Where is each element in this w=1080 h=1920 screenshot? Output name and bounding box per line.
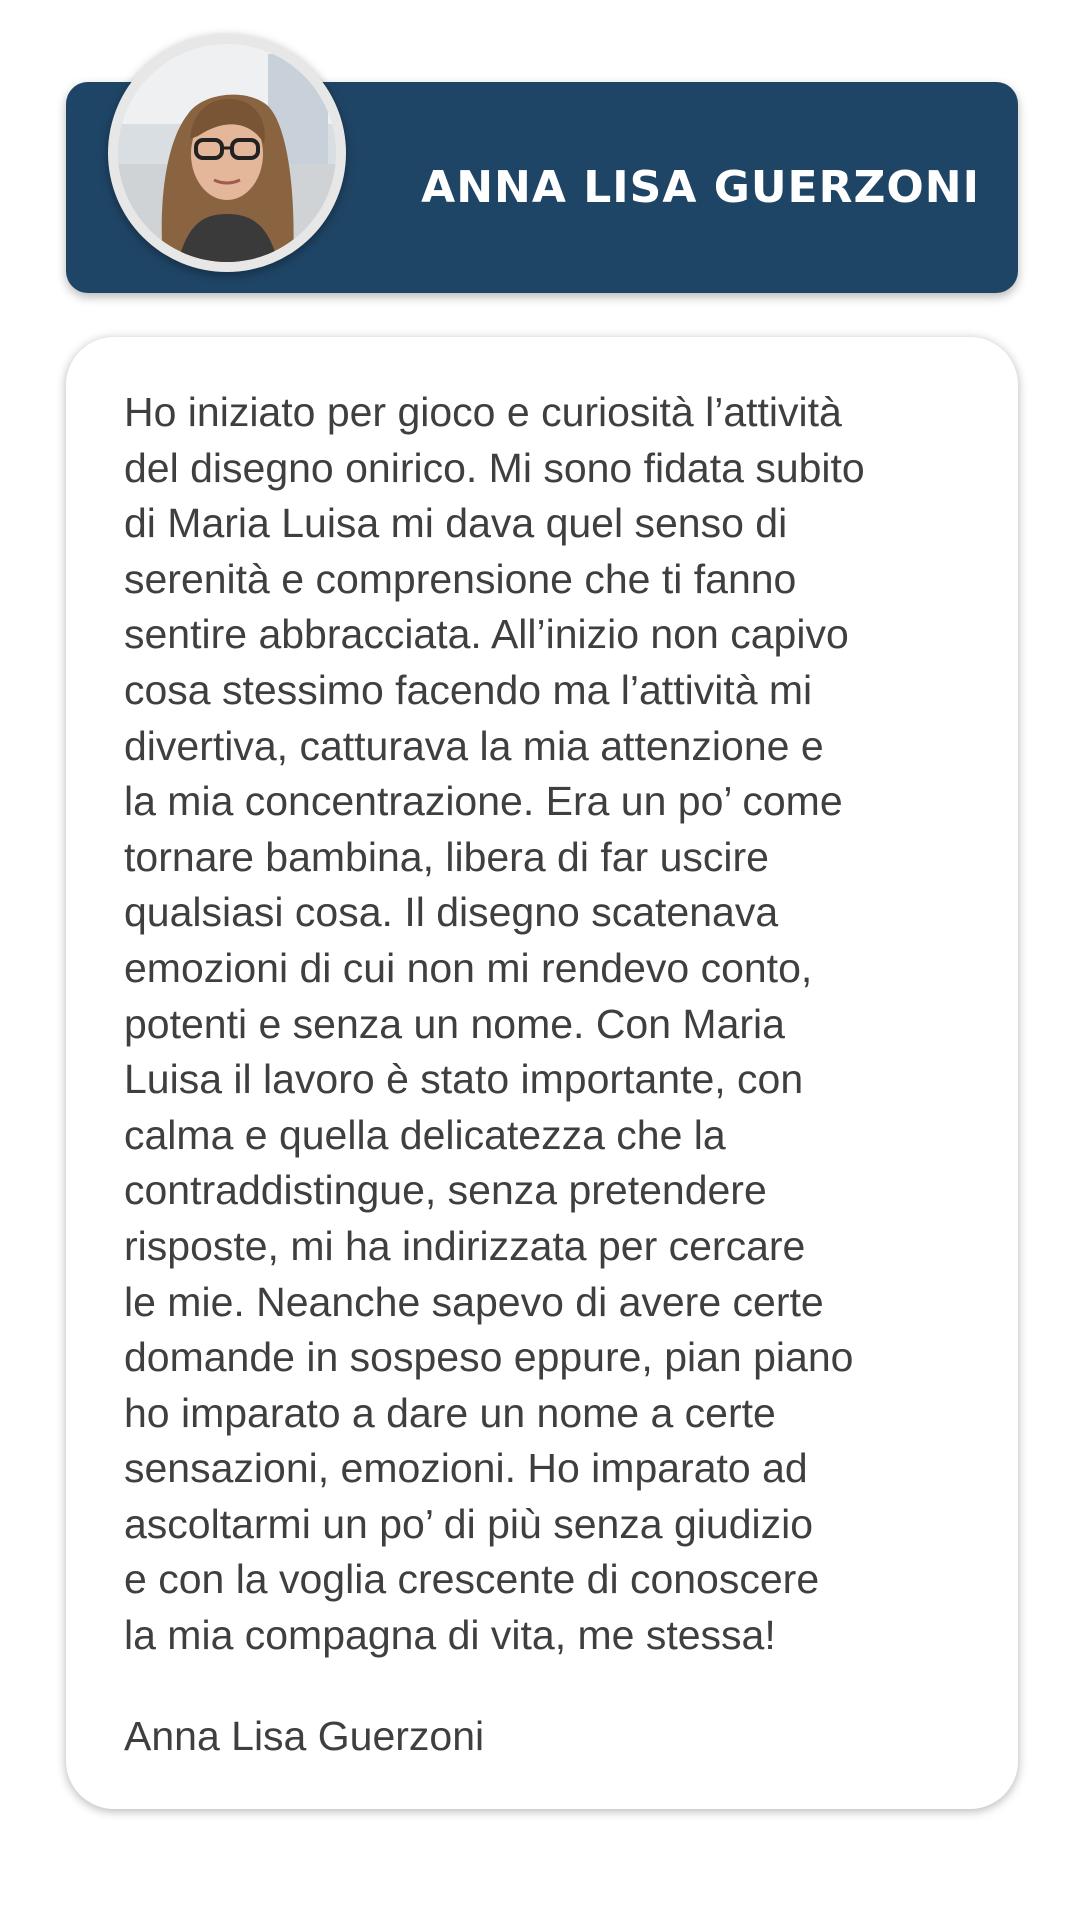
portrait-photo-icon [118,44,336,262]
testimonial-line: di Maria Luisa mi dava quel senso di [124,500,788,547]
avatar-frame [108,34,346,272]
testimonial-line: emozioni di cui non mi rendevo conto, [124,944,813,991]
testimonial-line: Ho iniziato per gioco e curiosità l’attività [124,389,842,435]
testimonial-line: sensazioni, emozioni. Ho imparato ad [124,1445,808,1492]
testimonial-line: serenità e comprensione che ti fanno [124,555,797,602]
avatar [118,44,336,262]
testimonial-line: divertiva, catturava la mia attenzione e [124,722,824,769]
testimonial-line: del disegno onirico. Mi sono fidata subito [124,444,865,491]
signature: Anna Lisa Guerzoni [124,1713,485,1759]
testimonial-line: domande in sospeso eppure, pian piano [124,1334,854,1381]
testimonial-line: la mia compagna di vita, me stessa! [124,1612,776,1659]
testimonial-line: contraddistingue, senza pretendere [124,1167,767,1214]
testimonial-line: risposte, mi ha indirizzata per cercare [124,1222,806,1269]
testimonial-line: la mia concentrazione. Era un po’ come [124,778,843,825]
testimonial-line: tornare bambina, libera di far uscire [124,833,769,880]
testimonial-line: ascoltarmi un po’ di più senza giudizio [124,1500,814,1547]
testimonial-line: cosa stessimo facendo ma l’attività mi [124,666,813,713]
person-name: ANNA LISA GUERZONI [421,162,980,213]
testimonial-line: e con la voglia crescente di conoscere [124,1556,820,1603]
testimonial-line: qualsiasi cosa. Il disegno scatenava [124,889,779,936]
testimonial-card [66,337,1018,1809]
testimonial-text [124,385,1004,1664]
testimonial-line: le mie. Neanche sapevo di avere certe [124,1278,824,1325]
testimonial-line: Luisa il lavoro è stato importante, con [124,1056,804,1103]
testimonial-line: ho imparato a dare un nome a certe [124,1389,776,1436]
testimonial-line: sentire abbracciata. All’inizio non capivo [124,611,849,658]
testimonial-line: potenti e senza un nome. Con Maria [124,1000,785,1047]
testimonial-line: calma e quella delicatezza che la [124,1111,726,1158]
